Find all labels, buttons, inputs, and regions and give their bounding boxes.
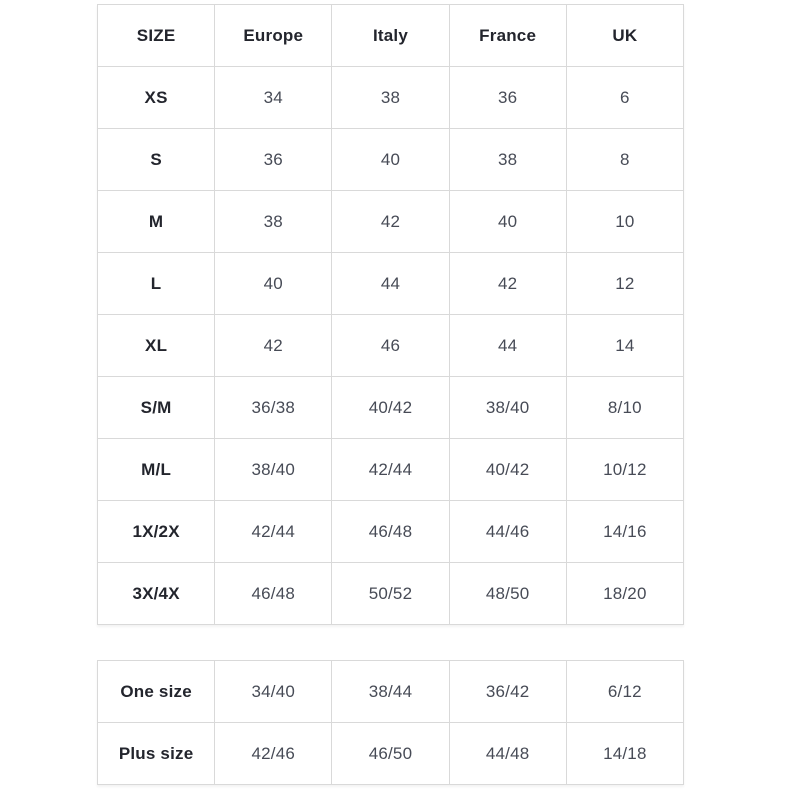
uk-value: 8/10: [566, 377, 683, 439]
france-value: 48/50: [449, 563, 566, 625]
table-row-xl: [98, 315, 684, 377]
size-label: Plus size: [98, 723, 215, 785]
italy-value: 44: [332, 253, 449, 315]
header-italy: Italy: [332, 5, 449, 67]
uk-value: 8: [566, 129, 683, 191]
table-row-s: [98, 129, 684, 191]
europe-value: 36/38: [215, 377, 332, 439]
italy-value: 40/42: [332, 377, 449, 439]
italy-value: 46/50: [332, 723, 449, 785]
header-europe: Europe: [215, 5, 332, 67]
special-sizes-table: [97, 660, 684, 785]
size-label: L: [98, 253, 215, 315]
france-value: 40: [449, 191, 566, 253]
europe-value: 40: [215, 253, 332, 315]
size-label: 3X/4X: [98, 563, 215, 625]
table-row-plus-size: [98, 723, 684, 785]
size-label: XS: [98, 67, 215, 129]
uk-value: 6/12: [566, 661, 683, 723]
table-row-ml: [98, 439, 684, 501]
europe-value: 42/46: [215, 723, 332, 785]
table-row-sm: [98, 377, 684, 439]
europe-value: 38/40: [215, 439, 332, 501]
france-value: 36: [449, 67, 566, 129]
uk-value: 14/16: [566, 501, 683, 563]
europe-value: 42: [215, 315, 332, 377]
header-france: France: [449, 5, 566, 67]
table-row-3x4x: [98, 563, 684, 625]
uk-value: 14: [566, 315, 683, 377]
size-label: 1X/2X: [98, 501, 215, 563]
uk-value: 6: [566, 67, 683, 129]
france-value: 36/42: [449, 661, 566, 723]
size-label: XL: [98, 315, 215, 377]
france-value: 42: [449, 253, 566, 315]
europe-value: 46/48: [215, 563, 332, 625]
italy-value: 40: [332, 129, 449, 191]
france-value: 44: [449, 315, 566, 377]
france-value: 38/40: [449, 377, 566, 439]
france-value: 38: [449, 129, 566, 191]
size-label: S: [98, 129, 215, 191]
uk-value: 10: [566, 191, 683, 253]
europe-value: 34/40: [215, 661, 332, 723]
size-label: M/L: [98, 439, 215, 501]
france-value: 44/46: [449, 501, 566, 563]
header-size: SIZE: [98, 5, 215, 67]
table-row-1x2x: [98, 501, 684, 563]
italy-value: 46: [332, 315, 449, 377]
table-row-m: [98, 191, 684, 253]
uk-value: 18/20: [566, 563, 683, 625]
uk-value: 10/12: [566, 439, 683, 501]
italy-value: 50/52: [332, 563, 449, 625]
europe-value: 34: [215, 67, 332, 129]
europe-value: 36: [215, 129, 332, 191]
italy-value: 42: [332, 191, 449, 253]
europe-value: 38: [215, 191, 332, 253]
table-row-xs: [98, 67, 684, 129]
italy-value: 38/44: [332, 661, 449, 723]
size-label: M: [98, 191, 215, 253]
header-uk: UK: [566, 5, 683, 67]
table-header-row: [98, 5, 684, 67]
uk-value: 12: [566, 253, 683, 315]
europe-value: 42/44: [215, 501, 332, 563]
size-label: One size: [98, 661, 215, 723]
france-value: 44/48: [449, 723, 566, 785]
italy-value: 42/44: [332, 439, 449, 501]
italy-value: 38: [332, 67, 449, 129]
size-label: S/M: [98, 377, 215, 439]
italy-value: 46/48: [332, 501, 449, 563]
table-row-one-size: [98, 661, 684, 723]
table-row-l: [98, 253, 684, 315]
france-value: 40/42: [449, 439, 566, 501]
uk-value: 14/18: [566, 723, 683, 785]
size-conversion-table: [97, 4, 684, 625]
